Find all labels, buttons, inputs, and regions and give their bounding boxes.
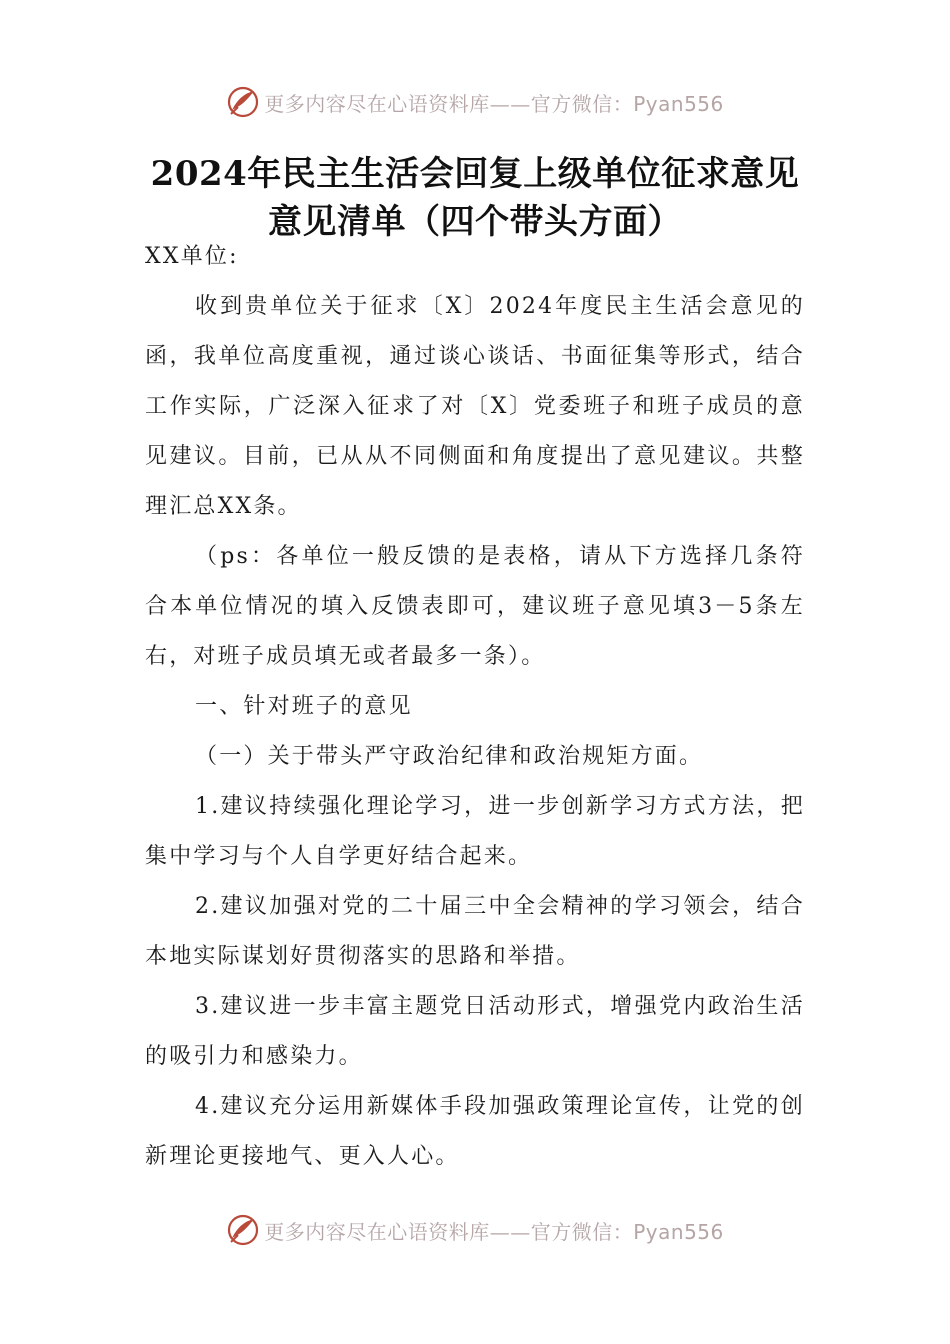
- section-heading-team: 一、针对班子的意见: [195, 694, 413, 719]
- subsection-heading-1: （一）关于带头严守政治纪律和政治规矩方面。: [195, 744, 704, 769]
- paragraph-intro: 收到贵单位关于征求〔X〕2024年度民主生活会意见的函，我单位高度重视，通过谈心谈话、书面征集等形式，结合工作实际，广泛深入征求了对〔X〕党委班子和班子成员的意见建议。目前，已从从不同侧面和角度提出了意见建议。共整理汇总XX条。: [145, 294, 805, 519]
- suggestion-item-3: 3.建议进一步丰富主题党日活动形式，增强党内政治生活的吸引力和感染力。: [145, 994, 805, 1069]
- suggestion-item-1: 1.建议持续强化理论学习，进一步创新学习方式方法，把集中学习与个人自学更好结合起来。: [145, 794, 805, 869]
- document-title-line1: 2024年民主生活会回复上级单位征求意见: [150, 154, 800, 194]
- header-watermark-banner: [0, 82, 950, 122]
- banner-text: 更多内容尽在心语资料库——官方微信：Pyan556: [264, 91, 724, 116]
- suggestion-item-2: 2.建议加强对党的二十届三中全会精神的学习领会，结合本地实际谋划好贯彻落实的思路和举措。: [145, 894, 805, 969]
- pen-logo-icon: [226, 85, 260, 119]
- salutation: XX单位:: [145, 244, 239, 269]
- document-body: [145, 232, 805, 1182]
- suggestion-item-4: 4.建议充分运用新媒体手段加强政策理论宣传，让党的创新理论更接地气、更入人心。: [145, 1094, 805, 1169]
- footer-watermark-banner: [0, 1210, 950, 1250]
- paragraph-ps-note: （ps：各单位一般反馈的是表格，请从下方选择几条符合本单位情况的填入反馈表即可，建议班子意见填3－5条左右，对班子成员填无或者最多一条）。: [145, 544, 805, 669]
- pen-logo-icon: [226, 1213, 260, 1247]
- banner-text: 更多内容尽在心语资料库——官方微信：Pyan556: [264, 1219, 724, 1244]
- document-title-line2: 意见清单（四个带头方面）: [268, 202, 682, 242]
